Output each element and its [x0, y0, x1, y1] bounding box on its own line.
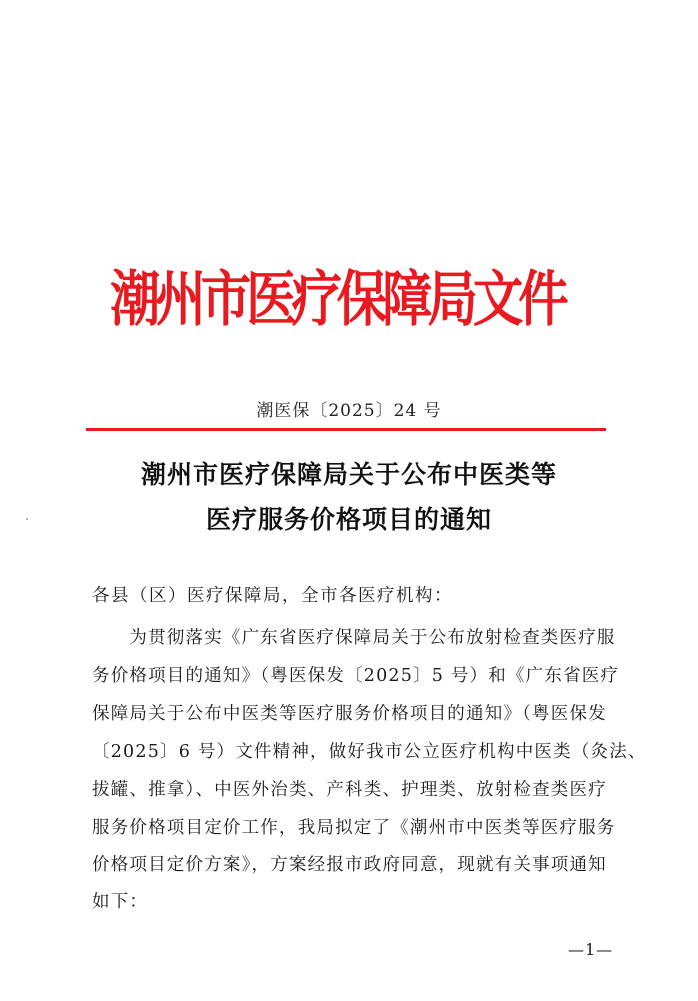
body-line: 服务价格项目定价工作，我局拟定了《潮州市中医类等医疗服务 [92, 818, 616, 838]
body-line: 价格项目定价方案》，方案经报市政府同意，现就有关事项通知 [92, 855, 607, 875]
body-line: 保障局关于公布中医类等医疗服务价格项目的通知》（粤医保发 [92, 704, 607, 724]
page-number: —1— [568, 940, 614, 959]
notice-title-line-1: 潮州市医疗保障局关于公布中医类等 [140, 460, 557, 489]
document-header-title: 潮州市医疗保障局文件 [110, 265, 564, 335]
document-number: 潮医保〔2025〕24 号 [256, 401, 442, 421]
red-divider-line [86, 428, 606, 431]
notice-title-line-2: 医疗服务价格项目的通知 [205, 505, 492, 534]
body-line: 如下： [92, 892, 149, 912]
body-line: 为贯彻落实《广东省医疗保障局关于公布放射检查类医疗服 [92, 628, 616, 648]
scan-speck [26, 518, 28, 520]
body-line: 〔2025〕6 号）文件精神，做好我市公立医疗机构中医类（灸法、 [92, 742, 647, 762]
salutation: 各县（区）医疗保障局，全市各医疗机构： [92, 586, 453, 606]
body-line: 拔罐、推拿）、中医外治类、产科类、护理类、放射检查类医疗 [92, 780, 607, 800]
body-line: 务价格项目的通知》（粤医保发〔2025〕5 号）和《广东省医疗 [92, 666, 620, 686]
